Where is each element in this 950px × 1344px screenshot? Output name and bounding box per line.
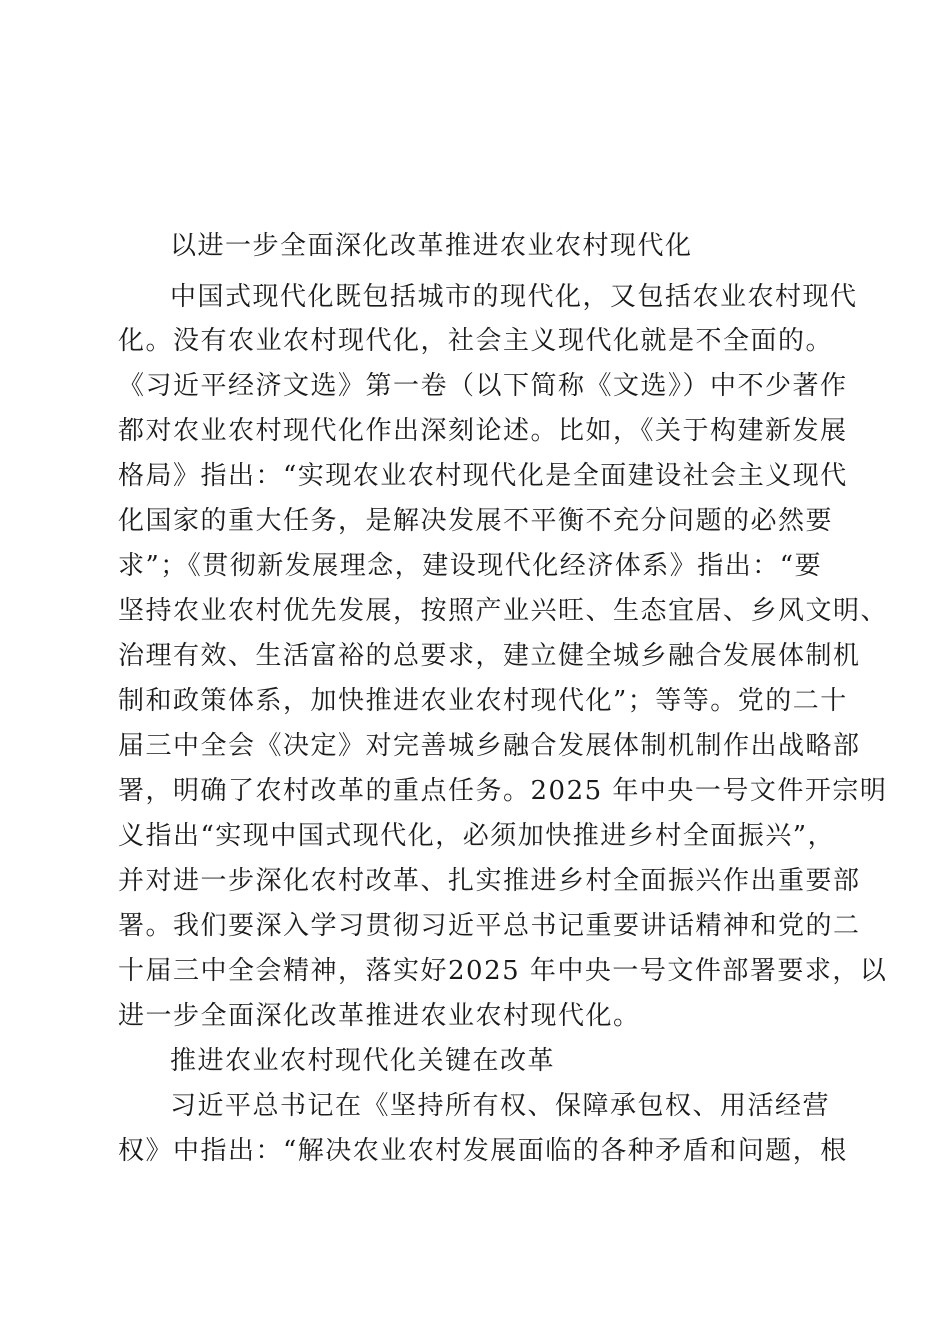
paragraph-1-line: 化。没有农业农村现代化，社会主义现代化就是不全面的。 xyxy=(118,326,834,356)
paragraph-1-line: 坚持农业农村优先发展，按照产业兴旺、生态宜居、乡风文明、 xyxy=(118,596,889,626)
paragraph-2-line: 习近平总书记在《坚持所有权、保障承包权、用活经营 xyxy=(170,1091,831,1121)
paragraph-1-line: 中国式现代化既包括城市的现代化，又包括农业农村现代 xyxy=(170,282,858,312)
document-title: 以进一步全面深化改革推进农业农村现代化 xyxy=(170,231,693,261)
paragraph-1-line: 义指出“实现中国式现代化，必须加快推进乡村全面振兴”， xyxy=(118,821,836,851)
paragraph-1-line: 治理有效、生活富裕的总要求，建立健全城乡融合发展体制机 xyxy=(118,641,861,671)
section-subheading: 推进农业农村现代化关键在改革 xyxy=(170,1046,556,1076)
paragraph-1-line: 进一步全面深化改革推进农业农村现代化。 xyxy=(118,1001,641,1031)
paragraph-1-line: 化国家的重大任务，是解决发展不平衡不充分问题的必然要 xyxy=(118,506,834,536)
paragraph-1-line: 署。我们要深入学习贯彻习近平总书记重要讲话精神和党的二 xyxy=(118,911,861,941)
paragraph-1-line: 署，明确了农村改革的重点任务。2025 年中央一号文件开宗明 xyxy=(118,776,888,806)
paragraph-1-line: 制和政策体系，加快推进农业农村现代化”；等等。党的二十 xyxy=(118,686,848,716)
paragraph-1-line: 格局》指出：“实现农业农村现代化是全面建设社会主义现代 xyxy=(118,461,848,491)
paragraph-1-line: 十届三中全会精神，落实好2025 年中央一号文件部署要求，以 xyxy=(118,956,888,986)
paragraph-1-line: 届三中全会《决定》对完善城乡融合发展体制机制作出战略部 xyxy=(118,731,861,761)
paragraph-1-line: 《习近平经济文选》第一卷（以下简称《文选》）中不少著作 xyxy=(118,371,848,401)
paragraph-1-line: 求”；《贯彻新发展理念，建设现代化经济体系》指出：“要 xyxy=(118,551,823,581)
paragraph-1-line: 都对农业农村现代化作出深刻论述。比如，《关于构建新发展 xyxy=(118,416,848,446)
paragraph-1-line: 并对进一步深化农村改革、扎实推进乡村全面振兴作出重要部 xyxy=(118,866,861,896)
paragraph-2-line: 权》中指出：“解决农业农村发展面临的各种矛盾和问题，根 xyxy=(118,1136,848,1166)
